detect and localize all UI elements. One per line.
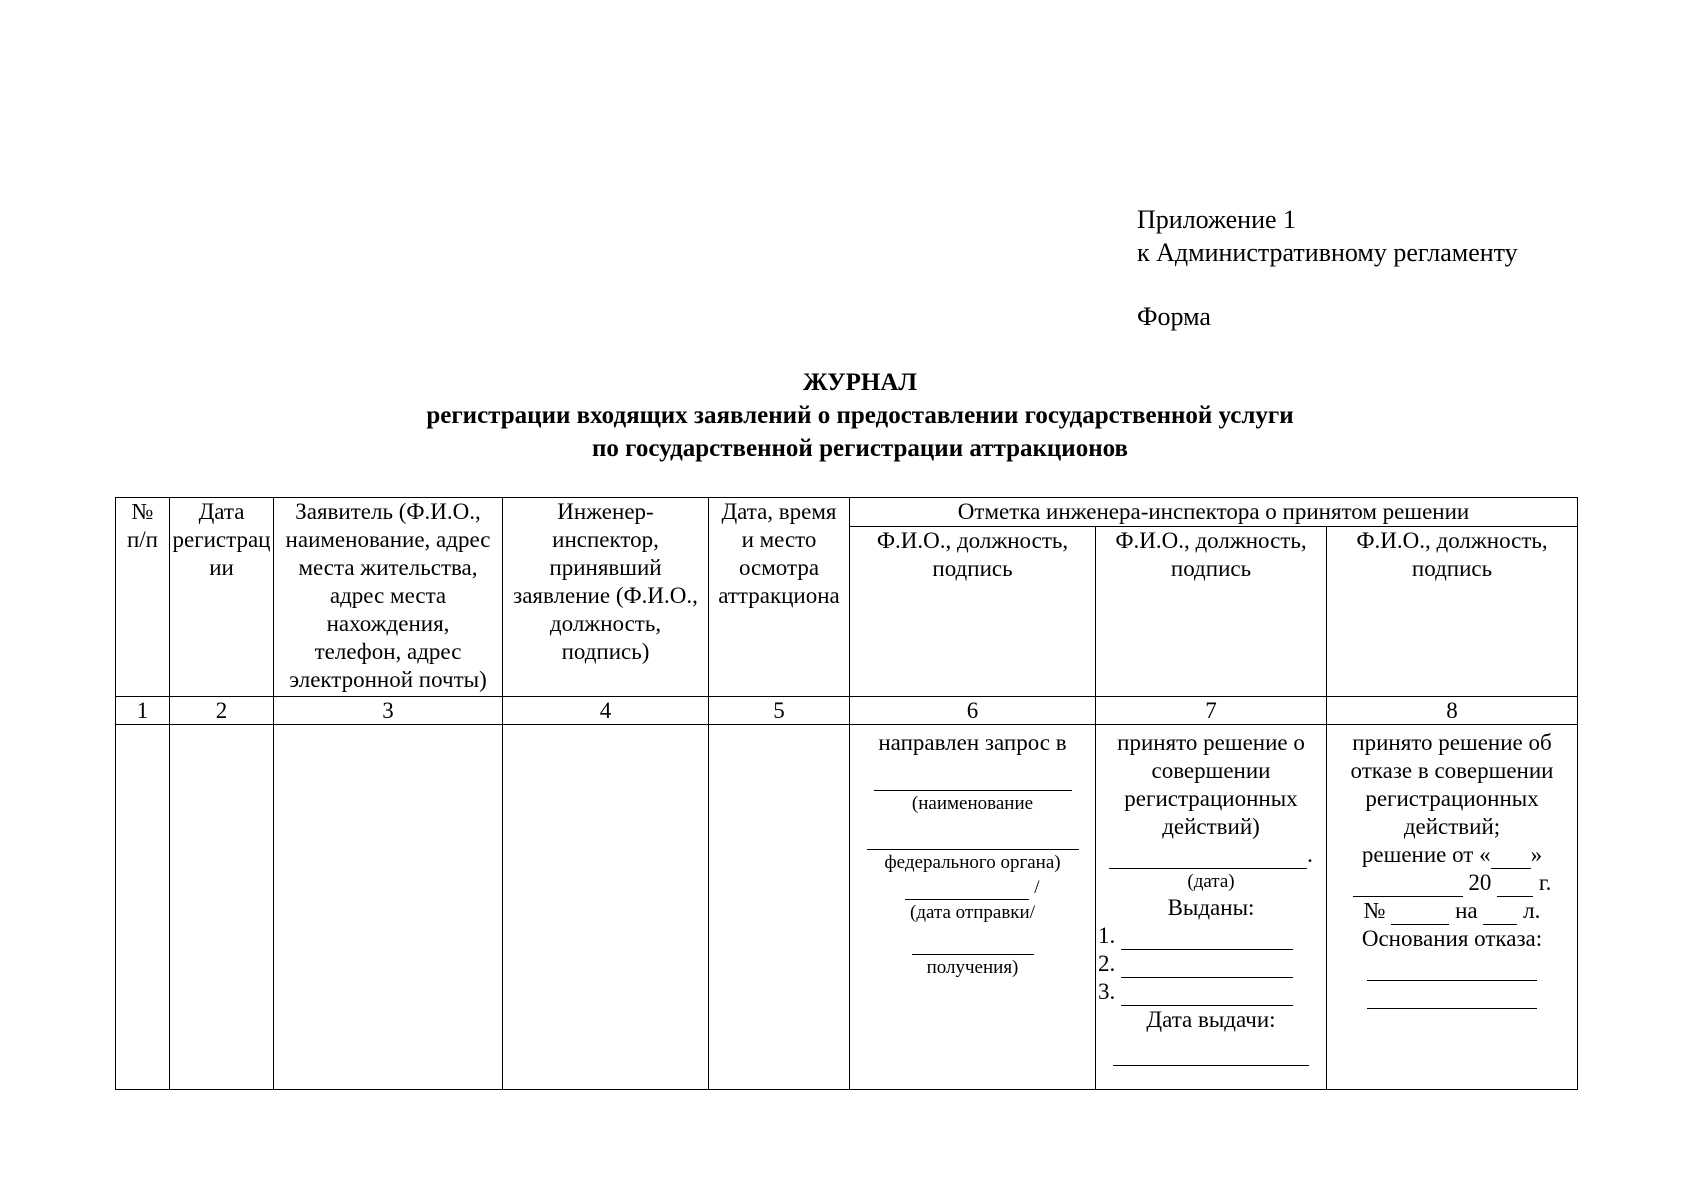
header-text: Ф.И.О., должность, [1356,528,1548,553]
issue-date-blank [1113,1043,1309,1066]
year-prefix: 20 [1468,870,1492,895]
header-col-2 [170,498,274,697]
journal-subtitle-1: регистрации входящих заявлений о предоставлении государственной услуги [426,402,1294,429]
month-blank [1353,874,1463,897]
header-text: принявший [549,555,662,580]
journal-subtitle-2: по государственной регистрации аттракционов [592,435,1128,462]
appendix-line2: к Административному регламенту [1137,238,1518,267]
cell-col-8-refusal [1327,725,1578,1090]
send-date-hint: (дата отправки/ [910,902,1035,923]
header-text: Дата, время [721,499,837,524]
sheets-blank [1483,902,1517,925]
column-number: 8 [1327,697,1578,725]
dot-text: . [1307,842,1313,867]
decision-prefix: решение от « [1361,842,1491,867]
request-text: направлен запрос в [878,730,1067,755]
journal-table [115,497,1578,1090]
decision-date-blank [1109,846,1307,869]
number-middle: на [1455,898,1478,923]
number-line [1327,897,1577,925]
day-blank [1491,846,1531,869]
number-suffix: л. [1523,898,1541,923]
issue-date-label: Дата выдачи: [1146,1007,1276,1032]
header-text: Ф.И.О., должность, [876,528,1069,553]
table-row [116,725,1578,1090]
column-number: 2 [170,697,274,725]
item-number: 3. [1098,979,1116,1004]
cell-col-4 [503,725,709,1090]
header-text: заявление (Ф.И.О., [513,583,698,608]
number-blank [1391,902,1449,925]
refusal-text-4: действий; [1403,814,1501,839]
header-row [116,498,1578,527]
issued-item-blank [1121,955,1293,978]
receive-date-hint: получения) [926,957,1019,978]
issued-item-blank [1121,927,1293,950]
cell-col-5 [709,725,850,1090]
cell-col-2 [170,725,274,1090]
cell-col-7-decision [1096,725,1327,1090]
cell-col-1 [116,725,170,1090]
agency-blank-2 [867,827,1079,850]
column-number: 4 [503,697,709,725]
issued-label: Выданы: [1167,895,1255,920]
header-text: инспектор, [552,527,659,552]
slash-text: / [1034,877,1040,898]
refusal-text-3: регистрационных [1365,786,1539,811]
item-number: 1. [1098,923,1116,948]
reasons-blank-1 [1367,958,1537,981]
column-numbers-row [116,697,1578,725]
column-number: 5 [709,697,850,725]
header-col-7 [1096,527,1327,697]
header-text: должность, [549,611,662,636]
refusal-text-2: отказе в совершении [1350,758,1554,783]
column-number: 1 [116,697,170,725]
number-prefix: № [1363,898,1386,923]
decision-text-2: совершении [1151,758,1271,783]
column-number: 7 [1096,697,1327,725]
header-text: места жительства, [298,555,478,580]
header-text: подпись [1411,556,1493,581]
agency-hint-2: федерального органа) [884,852,1061,873]
year-blank [1497,874,1533,897]
send-date-blank [905,877,1029,900]
header-text: наименование, адрес [285,527,491,552]
header-text: и место [741,527,817,552]
header-text: электронной почты) [289,667,487,692]
cell-col-6-request [850,725,1096,1090]
header-text: адрес места [329,583,447,608]
appendix-block [1137,203,1518,333]
agency-blank [874,768,1072,791]
header-group-decision: Отметка инженера-инспектора о принятом решении [850,498,1578,527]
receive-date-blank [912,932,1034,955]
decision-text-1: принято решение о [1117,730,1305,755]
header-text: Заявитель (Ф.И.О., [295,499,481,524]
issued-item-1 [1096,922,1326,950]
year-line [1327,869,1577,897]
header-col-8 [1327,527,1578,697]
decision-date-line [1327,841,1577,869]
year-suffix: г. [1538,870,1552,895]
header-text: № [131,499,154,524]
reasons-blank-2 [1367,986,1537,1009]
header-text: регистрац [172,527,271,552]
header-text: Ф.И.О., должность, [1115,528,1307,553]
decision-text-3: регистрационных [1124,786,1298,811]
reasons-label: Основания отказа: [1361,926,1543,951]
header-text: аттракциона [718,583,840,608]
column-number: 6 [850,697,1096,725]
header-text: п/п [126,527,158,552]
header-col-3 [274,498,503,697]
header-text: осмотра [738,555,820,580]
header-text: Дата [198,499,245,524]
agency-hint-1: (наименование [911,793,1034,814]
header-col-1 [116,498,170,697]
appendix-line1: Приложение 1 [1137,205,1297,234]
header-text: нахождения, [326,611,450,636]
header-text: ии [209,555,234,580]
header-col-5 [709,498,850,697]
column-number: 3 [274,697,503,725]
journal-title: ЖУРНАЛ [802,369,918,396]
decision-date-hint: (дата) [1187,871,1235,892]
header-text: подпись [1170,556,1252,581]
journal-heading [114,366,1606,465]
issued-item-2 [1096,950,1326,978]
item-number: 2. [1098,951,1116,976]
header-text: подпись) [561,639,650,664]
refusal-text-1: принято решение об [1352,730,1552,755]
issued-item-3 [1096,978,1326,1006]
decision-suffix: » [1530,842,1543,867]
header-text: телефон, адрес [314,639,462,664]
header-col-4 [503,498,709,697]
issued-item-blank [1121,983,1293,1006]
decision-text-4: действий) [1162,814,1260,839]
form-label: Форма [1137,302,1211,331]
header-col-6 [850,527,1096,697]
header-text: подпись [932,556,1013,581]
cell-col-3 [274,725,503,1090]
header-text: Инженер- [557,499,654,524]
